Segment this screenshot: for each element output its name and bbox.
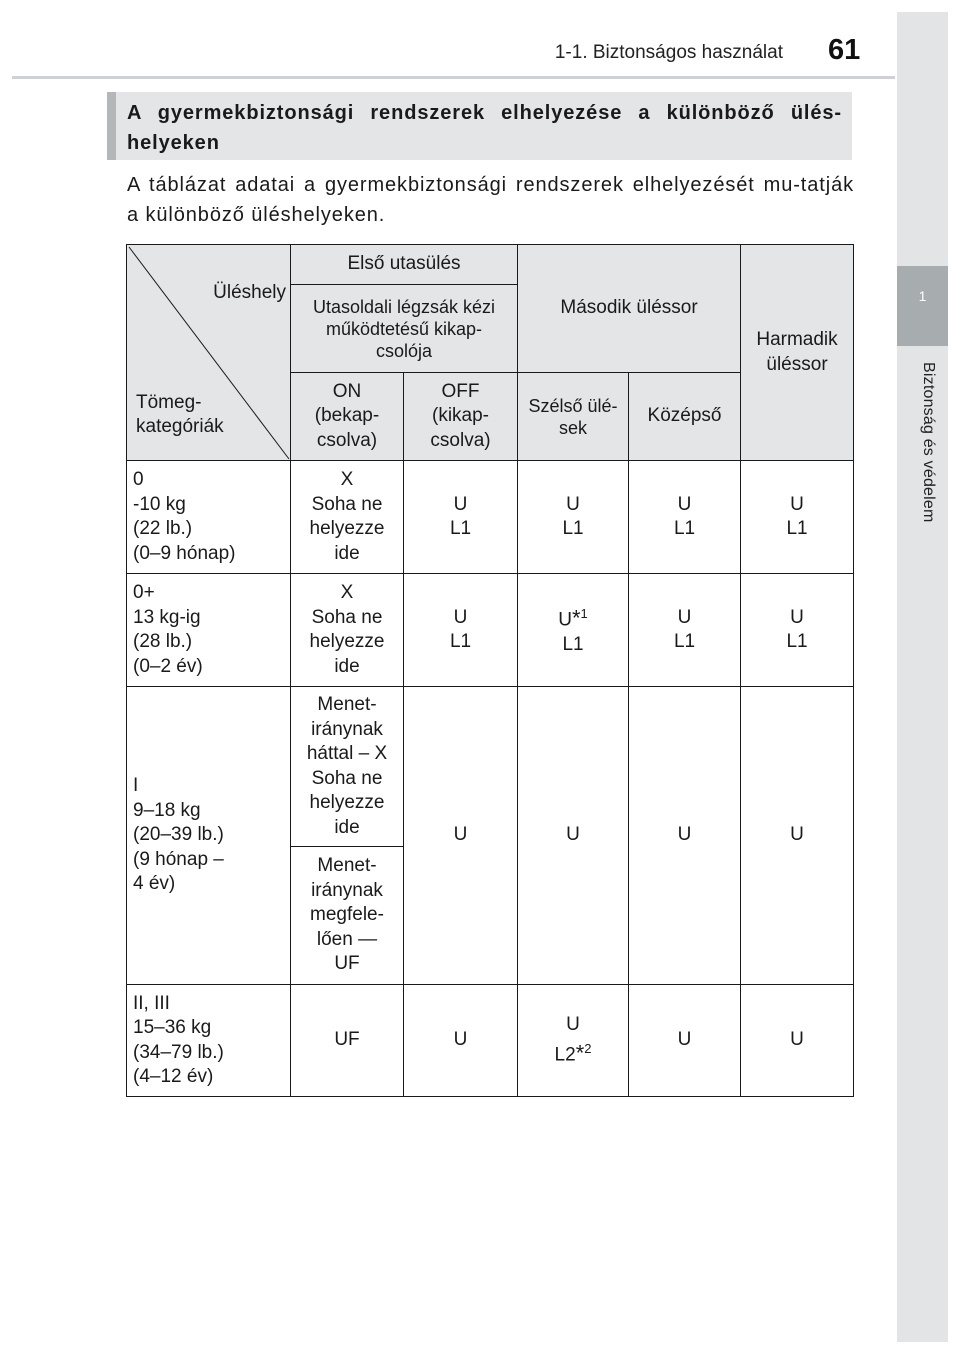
cell-center: U L1 <box>629 461 741 574</box>
footnote-asterisk-icon: * <box>571 605 581 631</box>
col-second-row: Második üléssor <box>518 245 741 373</box>
cell-on: X Soha ne helyezze ide <box>291 461 404 574</box>
chapter-number: 1 <box>918 288 927 304</box>
cell-outer: U L1 <box>518 461 629 574</box>
cell-third: U <box>741 687 854 985</box>
section-title-box <box>107 92 852 160</box>
cell-outer: U*$^1$ L1 <box>518 574 629 687</box>
table-row <box>127 985 854 1097</box>
table-row <box>127 574 854 687</box>
cell-outer: U L2*$^2$ <box>518 985 629 1097</box>
col-outer: Szélső ülé- sek <box>518 373 629 461</box>
footnote-ref: 2 <box>584 1041 592 1057</box>
cell-third: U L1 <box>741 574 854 687</box>
cell-off: U <box>404 985 518 1097</box>
cell-center: U <box>629 687 741 985</box>
cell-outer: U <box>518 687 629 985</box>
intro-paragraph: A táblázat adatai a gyermekbiztonsági rendszerek elhelyezését mu-tatják a különböző üléshelyeken. <box>127 174 854 226</box>
cell-center: U L1 <box>629 574 741 687</box>
cell-center: U <box>629 985 741 1097</box>
table-row <box>127 687 854 847</box>
corner-label-seat: Üléshely <box>213 282 286 303</box>
footnote-asterisk-icon: * <box>575 1040 585 1066</box>
cell-on-rear-facing: Menet- iránynak háttal – X Soha ne helyezze ide <box>291 687 404 847</box>
weight-category: II, III 15–36 kg (34–79 lb.) (4–12 év) <box>127 985 291 1097</box>
cell-off: U L1 <box>404 574 518 687</box>
col-off: OFF (kikap- csolva) <box>404 373 518 461</box>
corner-label-weight: Tömeg- kategóriák <box>136 392 224 437</box>
header-rule <box>12 76 895 79</box>
weight-category: I 9–18 kg (20–39 lb.) (9 hónap – 4 év) <box>127 687 291 985</box>
chapter-side-tab <box>897 12 948 1342</box>
running-head: 1-1. Biztonságos használat <box>554 42 783 63</box>
cell-on-forward-facing: Menet- iránynak megfele- lően — UF <box>291 847 404 985</box>
col-on: ON (bekap- csolva) <box>291 373 404 461</box>
col-third-row: Harmadik üléssor <box>741 245 854 461</box>
cell-on: UF <box>291 985 404 1097</box>
footnote-ref: 1 <box>580 606 588 622</box>
col-center: Középső <box>629 373 741 461</box>
cell-off: U <box>404 687 518 985</box>
cell-off: U L1 <box>404 461 518 574</box>
page-number: 61 <box>828 34 861 66</box>
cell-on: X Soha ne helyezze ide <box>291 574 404 687</box>
cell-third: U <box>741 985 854 1097</box>
weight-category: 0 -10 kg (22 lb.) (0–9 hónap) <box>127 461 291 574</box>
cell-third: U L1 <box>741 461 854 574</box>
section-title: A gyermekbiztonsági rendszerek elhelyezése a különböző ülés-helyeken <box>127 102 842 154</box>
table-row <box>127 461 854 574</box>
chapter-title: Biztonság és védelem <box>920 362 937 523</box>
table-corner-cell <box>127 245 291 461</box>
child-seat-table <box>126 244 854 1097</box>
weight-category: 0+ 13 kg-ig (28 lb.) (0–2 év) <box>127 574 291 687</box>
col-airbag-switch: Utasoldali légzsák kézi működtetésű kikap- csolója <box>291 285 518 373</box>
chapter-marker <box>897 266 948 346</box>
col-first-passenger: Első utasülés <box>291 245 518 285</box>
